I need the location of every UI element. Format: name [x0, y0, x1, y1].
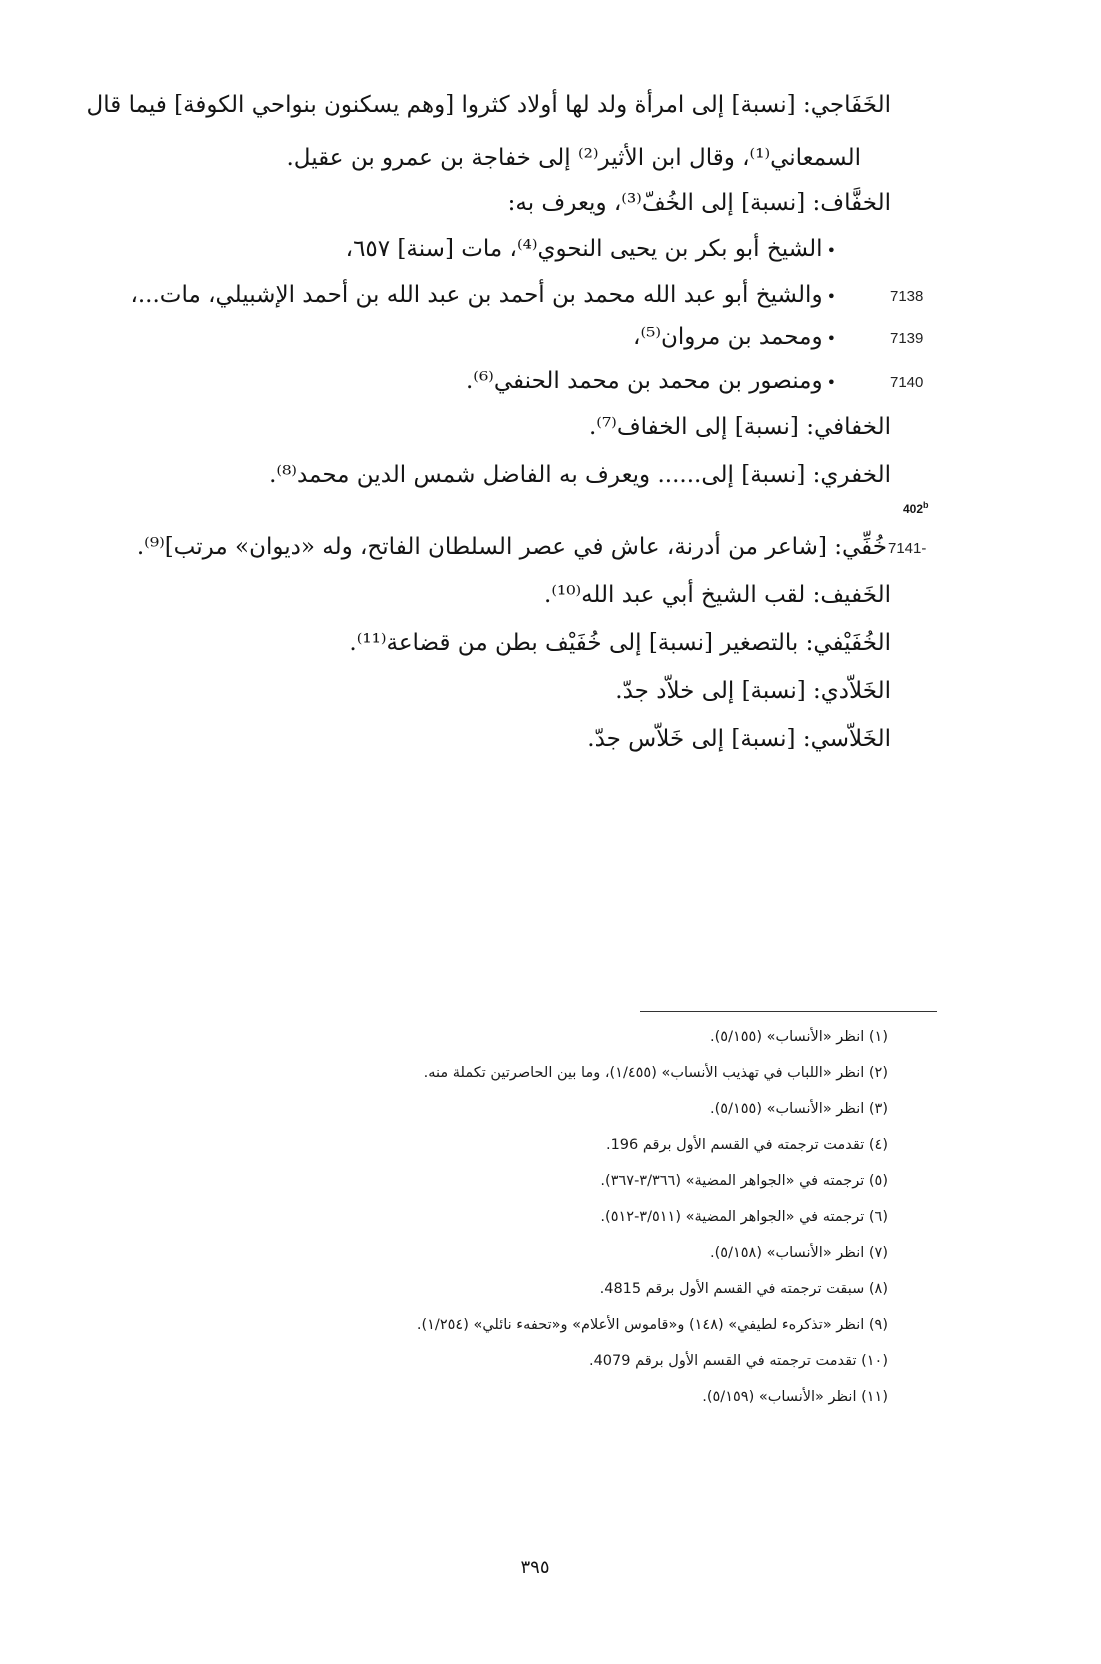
entry-khallasi: الخَلاّسي: [نسبة] إلى خَلاّس جدّ. [587, 726, 891, 752]
footnote-4: (٤) تقدمت ترجمته في القسم الأول برقم 196. [605, 1137, 888, 1153]
footnote-8: (٨) سبقت ترجمته في القسم الأول برقم 4815. [599, 1281, 888, 1297]
sub-entry-marwan: •ومحمد بن مروان⁽⁵⁾، [633, 324, 836, 350]
entry-khaffafi: الخفافي: [نسبة] إلى الخفاف⁽⁷⁾. [588, 414, 891, 440]
entry-khafari: الخفري: [نسبة] إلى...... ويعرف به الفاضل شمس الدين محمد⁽⁸⁾. [269, 462, 891, 488]
sub-entry-ishbili: •والشيخ أبو عبد الله محمد بن أحمد بن عبد الله بن أحمد الإشبيلي، مات...، [130, 282, 836, 308]
footnote-6: (٦) ترجمته في «الجواهر المضية» (٣/٥١١-٥١٢). [600, 1209, 888, 1225]
bullet-icon: • [826, 373, 836, 392]
entry-khufaifi: الخُفَيْفي: بالتصغير [نسبة] إلى خُفَيْف بطن من قضاعة⁽¹¹⁾. [349, 630, 891, 656]
footnote-2: (٢) انظر «اللباب في تهذيب الأنساب» (١/٤٥٥)، وما بين الحاصرتين تكملة منه. [423, 1065, 888, 1081]
entry-khaffaf: الخفَّاف: [نسبة] إلى الخُفّ⁽³⁾، ويعرف به: [507, 190, 891, 216]
bullet-icon: • [826, 287, 836, 306]
footnote-separator [640, 1011, 937, 1012]
entry-khalladi: الخَلاّدي: [نسبة] إلى خلاّد جدّ. [615, 678, 891, 704]
footnote-9: (٩) انظر «تذكرهء لطيفي» (١٤٨) و«قاموس الأعلام» و«تحفهء نائلي» (١/٢٥٤). [416, 1317, 888, 1333]
footnote-7: (٧) انظر «الأنساب» (٥/١٥٨). [710, 1245, 888, 1261]
entry-number: 7141- [888, 540, 927, 557]
entry-number: 7140 [890, 374, 924, 391]
sub-entry-abu-bakr: •الشيخ أبو بكر بن يحيى النحوي⁽⁴⁾، مات [سنة] ٦٥٧، [345, 236, 836, 262]
page-number: ٣٩٥ [520, 1557, 550, 1578]
margin-folio-tag: 402$^b$ [903, 500, 929, 516]
footnote-3: (٣) انظر «الأنساب» (٥/١٥٥). [710, 1101, 888, 1117]
entry-khafaji-line1: الخَفَاجي: [نسبة] إلى امرأة ولد لها أولاد كثروا [وهم يسكنون بنواحي الكوفة] فيما قال [86, 92, 891, 118]
bullet-icon: • [826, 241, 836, 260]
footnote-1: (١) انظر «الأنساب» (٥/١٥٥). [710, 1029, 888, 1045]
entry-khafif: الخَفيف: لقب الشيخ أبي عبد الله⁽¹⁰⁾. [544, 582, 891, 608]
sub-entry-mansur: •ومنصور بن محمد بن محمد الحنفي⁽⁶⁾. [465, 368, 836, 394]
footnote-10: (١٠) تقدمت ترجمته في القسم الأول برقم 4079. [588, 1353, 888, 1369]
bullet-icon: • [826, 329, 836, 348]
entry-number: 7139 [890, 330, 924, 347]
footnote-11: (١١) انظر «الأنساب» (٥/١٥٩). [702, 1389, 888, 1405]
footnote-5: (٥) ترجمته في «الجواهر المضية» (٣/٣٦٦-٣٦٧). [600, 1173, 888, 1189]
entry-khuffi: خُفِّي: [شاعر من أدرنة، عاش في عصر السلطان الفاتح، وله «ديوان» مرتب]⁽⁹⁾. [136, 534, 887, 560]
entry-khafaji-line2: السمعاني⁽¹⁾، وقال ابن الأثير⁽²⁾ إلى خفاجة بن عمرو بن عقيل. [286, 145, 861, 171]
entry-number: 7138 [890, 288, 924, 305]
